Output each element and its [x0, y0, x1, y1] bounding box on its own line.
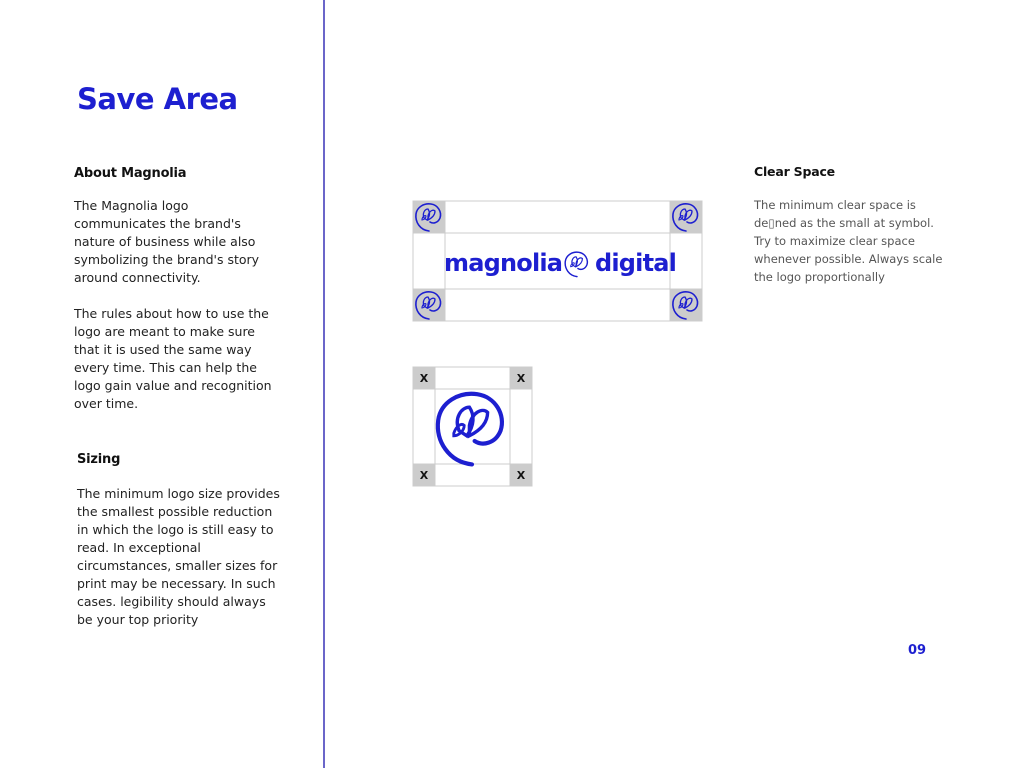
about-paragraph-1: The Magnolia logo communicates the brand's nature of business while also symbolizing the brand's story around connectivity.	[74, 198, 260, 285]
corner-x-marker: X	[419, 469, 429, 482]
about-heading: About Magnolia	[74, 166, 187, 181]
corner-x-marker: X	[419, 372, 429, 385]
about-paragraph-2: The rules about how to use the logo are meant to make sure that it is used the same way every time. This can help the logo gain value and recognition over time.	[74, 306, 272, 411]
logo-word-right: digital	[595, 249, 677, 277]
page-title: Save Area	[77, 82, 238, 116]
horizontal-logo-diagram	[413, 201, 702, 321]
magnolia-mark-icon	[438, 394, 502, 465]
page-number: 09	[908, 643, 927, 658]
clear-space-paragraph: The minimum clear space is de▯ned as the small at symbol. Try to maximize clear space whenever possible. Always scale the logo proportionally	[754, 198, 943, 284]
logo-word-left: magnolia	[444, 249, 563, 277]
corner-x-marker: X	[516, 372, 526, 385]
clear-space-heading: Clear Space	[754, 164, 835, 179]
magnolia-mark-icon	[565, 252, 587, 276]
mark-logo-diagram	[413, 367, 532, 486]
corner-x-marker: X	[516, 469, 526, 482]
sizing-heading: Sizing	[77, 452, 121, 467]
sizing-paragraph: The minimum logo size provides the smallest possible reduction in which the logo is still easy to read. In exceptional circumstances, smaller sizes for print may be necessary. In such cases. legibility should always be your top priority	[77, 486, 280, 627]
